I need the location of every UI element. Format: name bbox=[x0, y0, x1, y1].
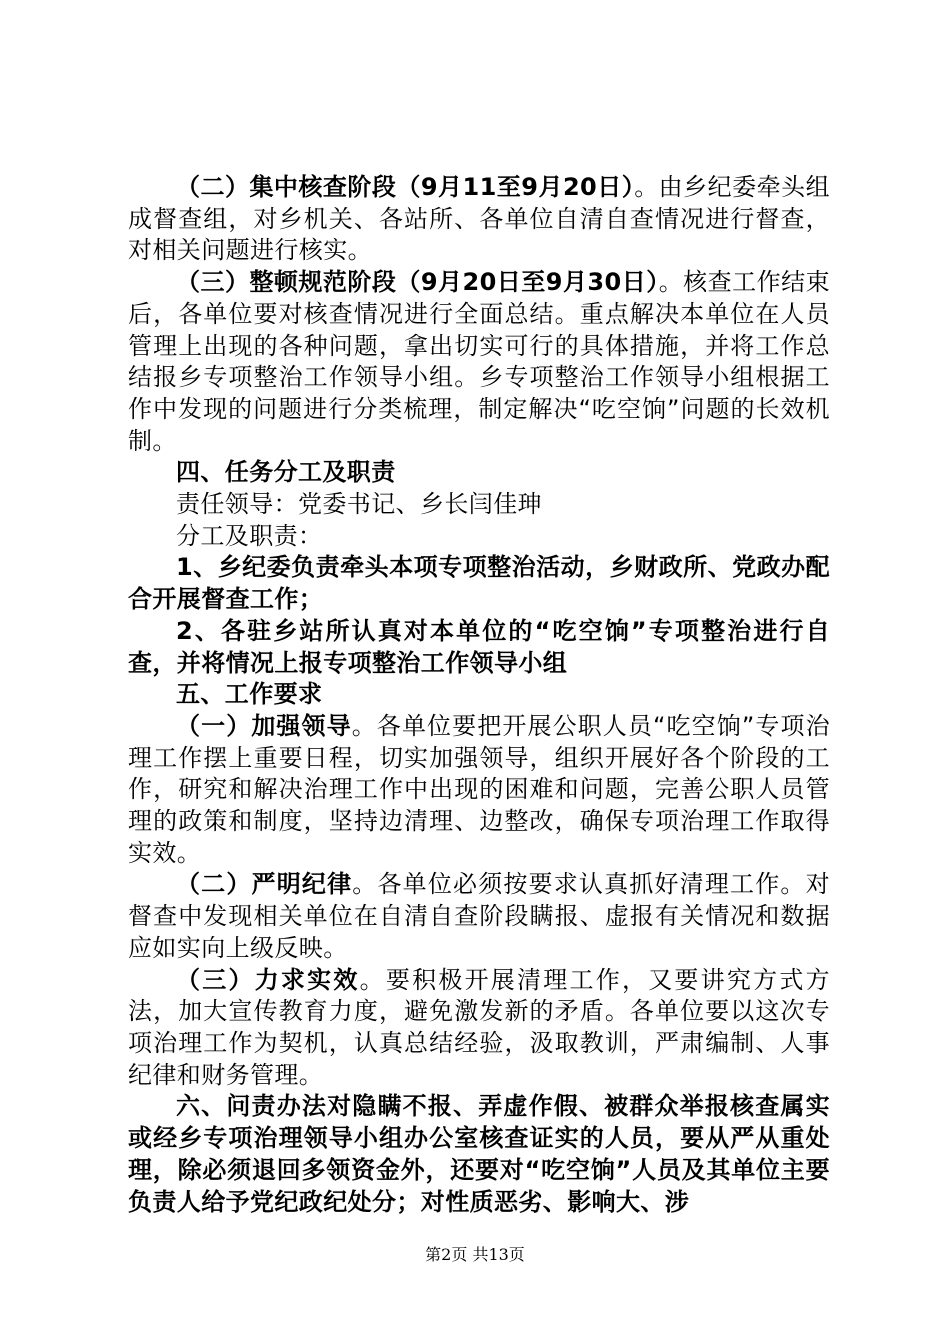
duty-item-1: 1、乡纪委负责牵头本项专项整治活动，乡财政所、党政办配合开展督查工作； bbox=[128, 553, 830, 614]
section-3-paragraph bbox=[128, 267, 830, 457]
requirement-1-text: 。各单位要把开展公职人员“吃空饷”专项治理工作摆上重要日程，切实加强领导，组织开展好各个阶段的工作，研究和解决治理工作中出现的困难和问题，完善公职人员管理的政策和制度，坚持边清理、边整改，确保专项治理工作取得实效。 bbox=[128, 711, 830, 867]
requirement-2-heading: （二）严明纪律 bbox=[176, 870, 353, 899]
section-3-text: 。核查工作结束后，各单位要对核查情况进行全面总结。重点解决本单位在人员管理上出现的各种问题，拿出切实可行的具体措施，并将工作总结报乡专项整治工作领导小组。乡专项整治工作领导小组根据工作中发现的问题进行分类梳理，制定解决“吃空饷”问题的长效机制。 bbox=[128, 268, 830, 455]
duty-title: 分工及职责： bbox=[176, 521, 323, 550]
section-2-heading: （二）集中核查阶段（9月11至9月20日） bbox=[176, 173, 635, 201]
heading-6-paragraph: 六、问责办法对隐瞒不报、弄虚作假、被群众举报核查属实或经乡专项治理领导小组办公室核查证实的人员，要从严从重处理，除必须退回多领资金外，还要对“吃空饷”人员及其单位主要负责人给予党纪政纪处分；对性质恶劣、影响大、涉 bbox=[128, 1092, 830, 1216]
requirement-1-heading: （一）加强领导 bbox=[176, 711, 352, 740]
heading-5: 五、工作要求 bbox=[176, 680, 323, 709]
page-number-footer: 第2页 共13页 bbox=[425, 1245, 525, 1264]
leader-line: 责任领导：党委书记、乡长闫佳珅 bbox=[176, 490, 542, 519]
section-3-heading: （三）整顿规范阶段（9月20日至9月30日） bbox=[176, 268, 659, 297]
section-2-text: 。由乡纪委牵头组成督查组，对乡机关、各站所、各单位自清自查情况进行督查，对相关问题进行核实。 bbox=[128, 173, 830, 265]
document-body bbox=[128, 172, 830, 1218]
section-2-paragraph bbox=[128, 172, 830, 267]
heading-4: 四、任务分工及职责 bbox=[176, 458, 396, 487]
requirement-3-text: 。要积极开展清理工作，又要讲究方式方法，加大宣传教育力度，避免激发新的矛盾。各单位要以这次专项治理工作为契机，认真总结经验，汲取教训，严肃编制、人事纪律和财务管理。 bbox=[128, 965, 830, 1089]
requirement-3-heading: （三）力求实效 bbox=[176, 965, 360, 994]
requirement-2-text: 。各单位必须按要求认真抓好清理工作。对督查中发现相关单位在自清自查阶段瞒报、虚报有关情况和数据应如实向上级反映。 bbox=[128, 870, 830, 962]
requirement-3-paragraph bbox=[128, 965, 830, 1092]
requirement-2-paragraph bbox=[128, 869, 830, 964]
requirement-1-paragraph bbox=[128, 711, 830, 870]
duty-item-2: 2、各驻乡站所认真对本单位的“吃空饷”专项整治进行自查，并将情况上报专项整治工作领导小组 bbox=[128, 616, 830, 677]
